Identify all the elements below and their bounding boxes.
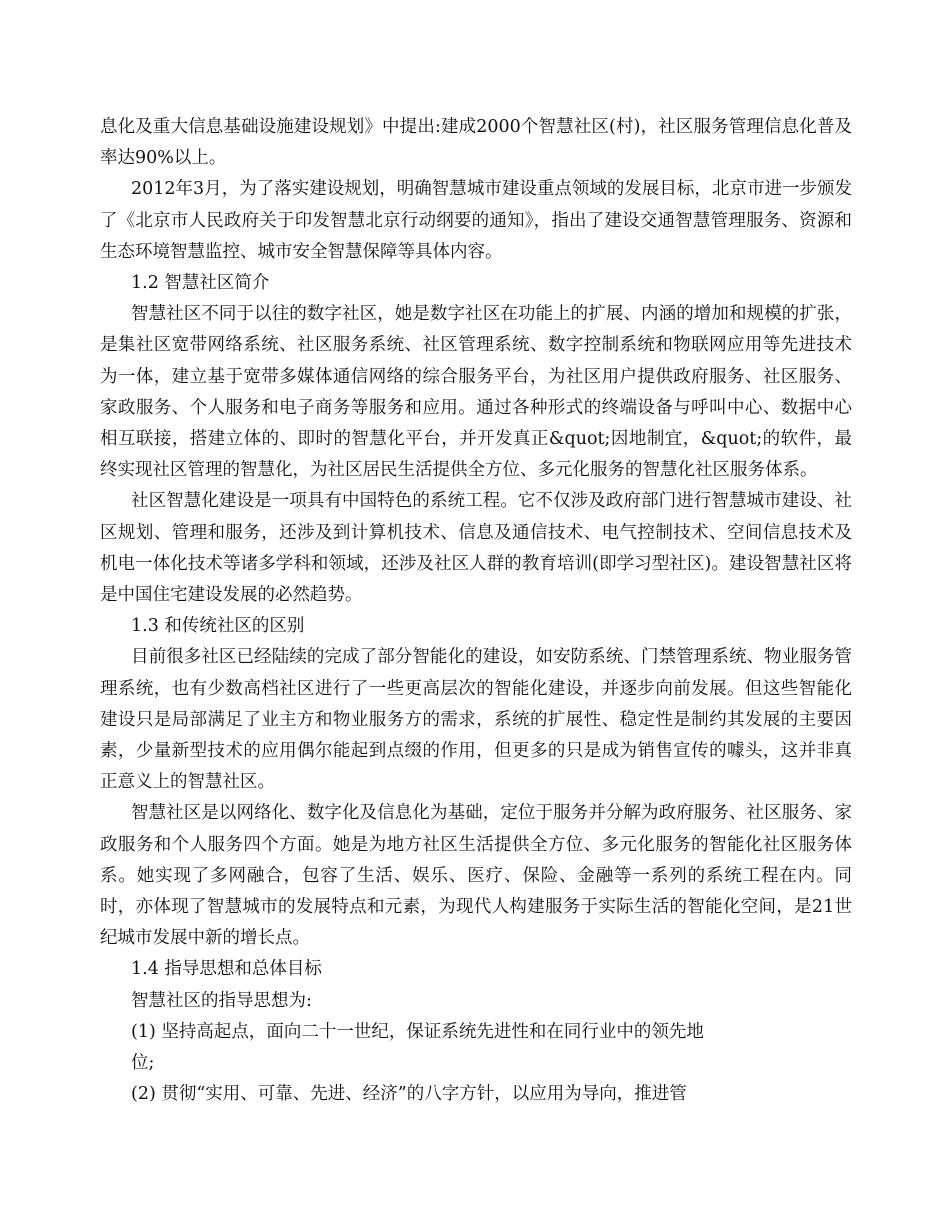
list-item-continuation: 位; [131,1053,155,1074]
document-page [100,112,852,1111]
section-heading: 1.3 和传统社区的区别 [131,616,305,637]
list-item-text: (2) 贯彻“实用、可靠、先进、经济”的八字方针，以应用为导向，推进管 [131,1084,687,1105]
section-heading: 1.4 指导思想和总体目标 [131,959,322,980]
paragraph: 息化及重大信息基础设施建设规划》中提出:建成2000个智慧社区(村)，社区服务管理信息化普及率达90%以上。 [100,117,852,169]
paragraph: 智慧社区是以网络化、数字化及信息化为基础，定位于服务并分解为政府服务、社区服务、家政服务和个人服务四个方面。她是为地方社区生活提供全方位、多元化服务的智能化社区服务体系。她实现了多网融合，包容了生活、娱乐、医疗、保险、金融等一系列的系统工程在内。同时，亦体现了智慧城市的发展特点和元素，为现代人构建服务于实际生活的智能化空间，是21世纪城市发展中新的增长点。 [100,803,852,949]
list-item [100,1079,852,1110]
list-intro: 智慧社区的指导思想为: [131,990,312,1011]
paragraph: 2012年3月，为了落实建设规划，明确智慧城市建设重点领域的发展目标，北京市进一步颁发了《北京市人民政府关于印发智慧北京行动纲要的通知》，指出了建设交通智慧管理服务、资源和生态环境智慧监控、城市安全智慧保障等具体内容。 [100,179,852,262]
list-item [100,1017,852,1079]
paragraph: 智慧社区不同于以往的数字社区，她是数字社区在功能上的扩展、内涵的增加和规模的扩张，是集社区宽带网络系统、社区服务系统、社区管理系统、数字控制系统和物联网应用等先进技术为一体，建立基于宽带多媒体通信网络的综合服务平台，为社区用户提供政府服务、社区服务、家政服务、个人服务和电子商务等服务和应用。通过各种形式的终端设备与呼叫中心、数据中心相互联接，搭建立体的、即时的智慧化平台，并开发真正&quot;因地制宜，&quot;的软件，最终实现社区管理的智慧化，为社区居民生活提供全方位、多元化服务的智慧化社区服务体系。 [100,304,852,481]
paragraph: 目前很多社区已经陆续的完成了部分智能化的建设，如安防系统、门禁管理系统、物业服务管理系统，也有少数高档社区进行了一些更高层次的智能化建设，并逐步向前发展。但这些智能化建设只是局部满足了业主方和物业服务方的需求，系统的扩展性、稳定性是制约其发展的主要因素，少量新型技术的应用偶尔能起到点缀的作用，但更多的只是成为销售宣传的噱头，这并非真正意义上的智慧社区。 [100,647,852,793]
section-heading: 1.2 智慧社区简介 [131,273,270,294]
paragraph: 社区智慧化建设是一项具有中国特色的系统工程。它不仅涉及政府部门进行智慧城市建设、社区规划、管理和服务，还涉及到计算机技术、信息及通信技术、电气控制技术、空间信息技术及机电一体化技术等诸多学科和领域，还涉及社区人群的教育培训(即学习型社区)。建设智慧社区将是中国住宅建设发展的必然趋势。 [100,491,852,606]
list-item-text: (1) 坚持高起点，面向二十一世纪，保证系统先进性和在同行业中的领先地 [131,1021,704,1042]
